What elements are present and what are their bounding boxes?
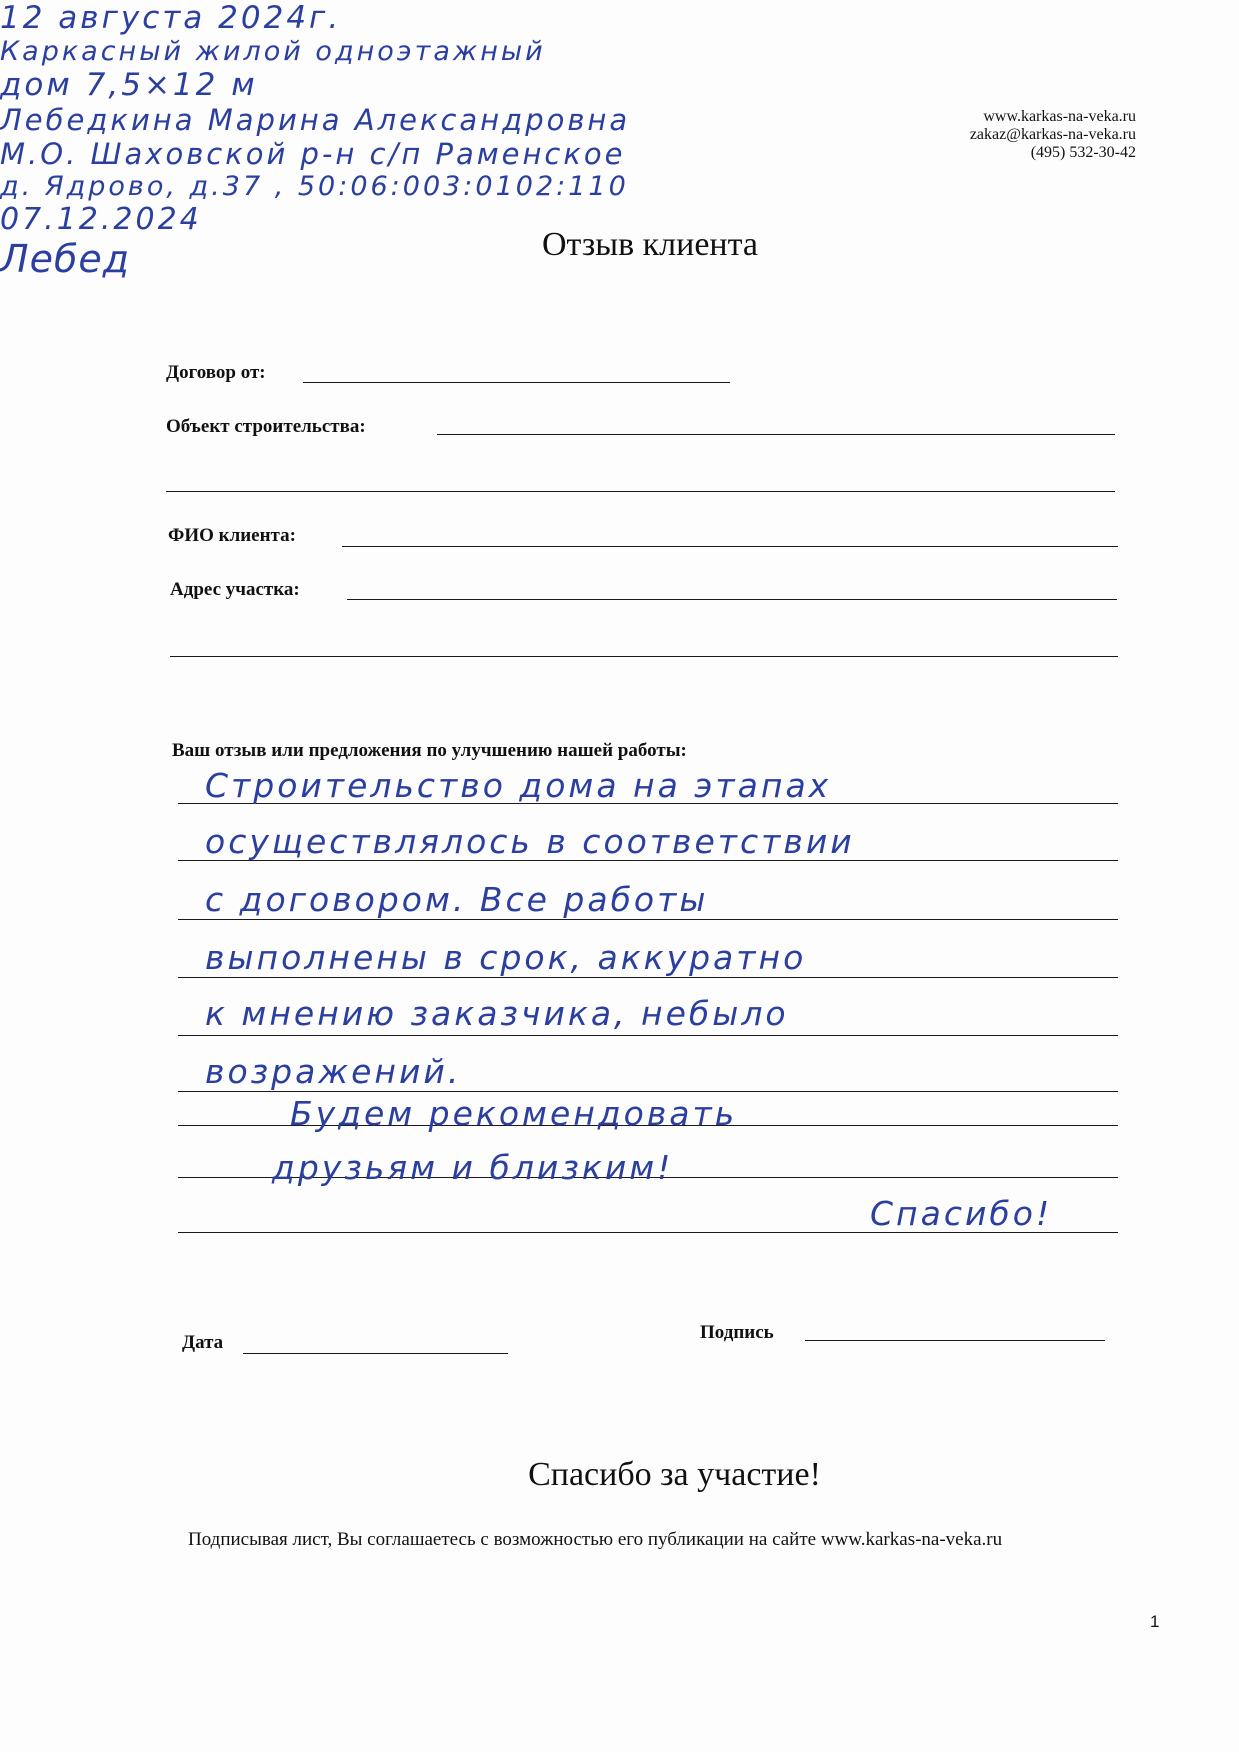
- feedback-line: [178, 977, 1118, 978]
- publication-note: Подписывая лист, Вы соглашаетесь с возможностью его публикации на сайте www.karkas-na-veka.ru: [188, 1529, 1003, 1550]
- company-contacts: [970, 108, 1136, 162]
- contract-value: 12 августа 2024г.: [0, 0, 342, 36]
- date-value: 07.12.2024: [0, 202, 202, 237]
- email-text: zakaz@karkas-na-veka.ru: [969, 126, 1136, 143]
- signature-label: Подпись: [700, 1322, 774, 1343]
- address-line-1: [347, 599, 1117, 600]
- client-label: ФИО клиента:: [168, 525, 296, 546]
- client-line: [342, 546, 1118, 547]
- page-title: Отзыв клиента: [542, 226, 758, 263]
- feedback-text-line: друзьям и близким!: [272, 1148, 674, 1187]
- date-label: Дата: [182, 1332, 224, 1353]
- thanks-heading: Спасибо за участие!: [528, 1456, 821, 1493]
- object-value-line-1: Каркасный жилой одноэтажный: [0, 36, 546, 67]
- website-text: www.karkas-na-veka.ru: [983, 108, 1136, 125]
- object-label: Объект строительства:: [166, 416, 366, 437]
- address-value-line-1: М.О. Шаховской р-н с/п Раменское: [0, 137, 626, 171]
- object-value-line-2: дом 7,5×12 м: [0, 67, 258, 103]
- signature-value: Лебед: [0, 237, 131, 281]
- feedback-text-line: к мнению заказчика, небыло: [205, 994, 789, 1033]
- feedback-text-line: осуществлялось в соответствии: [205, 822, 855, 861]
- feedback-text-line: выполнены в срок, аккуратно: [205, 938, 807, 977]
- feedback-text-line: Спасибо!: [870, 1194, 1053, 1233]
- feedback-text-line: Будем рекомендовать: [290, 1094, 738, 1133]
- client-value: Лебедкина Марина Александровна: [0, 103, 631, 137]
- page-number: 1: [1150, 1612, 1160, 1631]
- feedback-line: [178, 1035, 1118, 1036]
- address-label: Адрес участка:: [170, 579, 300, 600]
- feedback-line: [178, 919, 1118, 920]
- contract-line: [303, 382, 730, 383]
- feedback-line: [178, 1091, 1118, 1092]
- signature-line: [805, 1340, 1105, 1341]
- feedback-text-line: с договором. Все работы: [205, 880, 709, 919]
- feedback-label: Ваш отзыв или предложения по улучшению нашей работы:: [172, 740, 687, 761]
- address-value-line-2: д. Ядрово, д.37 , 50:06:003:0102:110: [0, 171, 629, 202]
- object-line-1: [437, 434, 1115, 435]
- contract-label: Договор от:: [166, 362, 266, 383]
- feedback-text-line: возражений.: [205, 1052, 462, 1091]
- date-line: [243, 1353, 508, 1354]
- feedback-text-line: Строительство дома на этапах: [205, 766, 832, 805]
- address-line-2: [170, 656, 1118, 657]
- object-line-2: [166, 491, 1115, 492]
- phone-text: (495) 532-30-42: [1030, 144, 1136, 161]
